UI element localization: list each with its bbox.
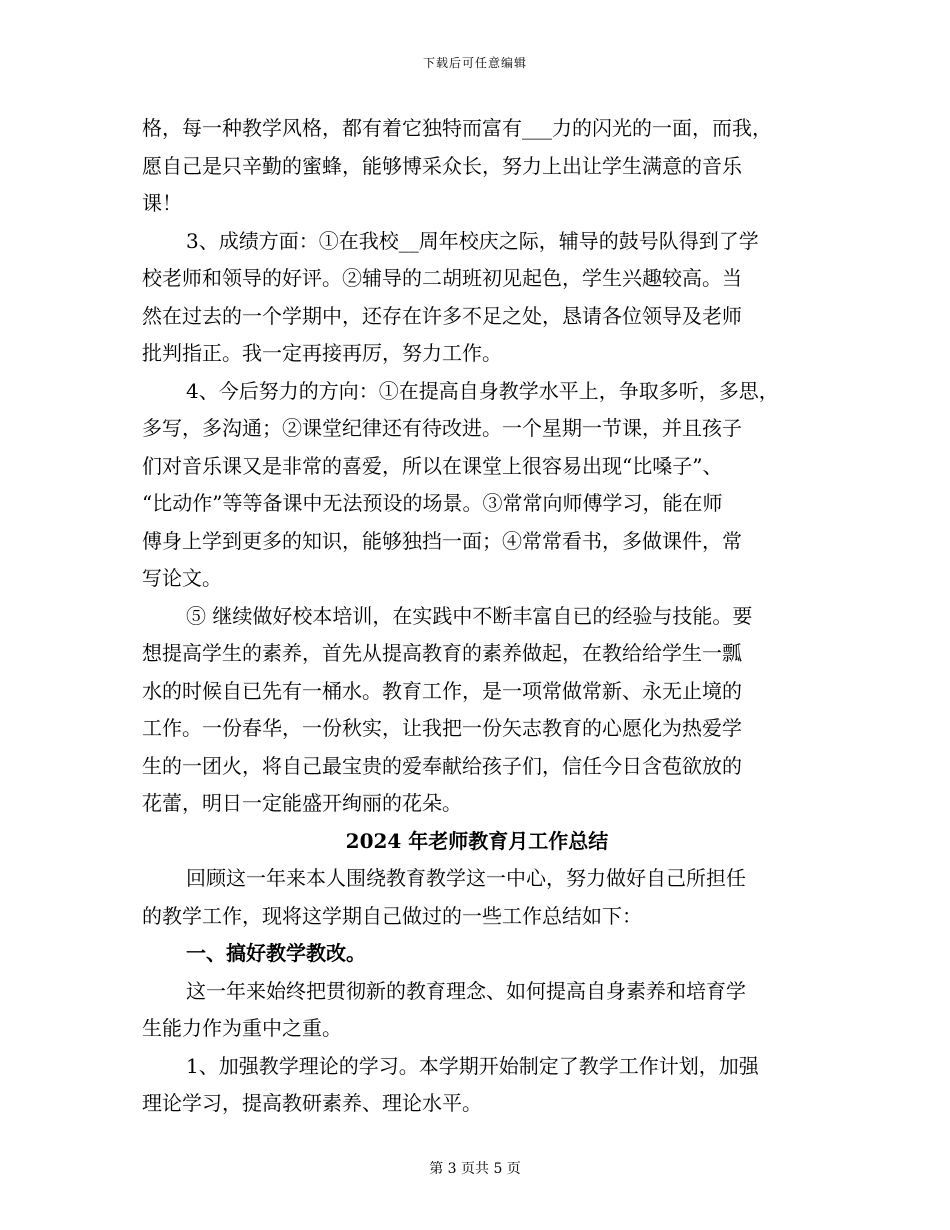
paragraph-line: ⑤ 继续做好校本培训，在实践中不断丰富自已的经验与技能。要 [186, 603, 753, 628]
paragraph-line: 花蕾，明日一定能盛开绚丽的花朵。 [142, 791, 462, 815]
page-header: 下载后可任意编辑 [422, 56, 527, 70]
paragraph-line: 3、成绩方面：①在我校__周年校庆之际，辅导的鼓号队得到了学 [186, 228, 759, 253]
paragraph-line: 的教学工作，现将这学期自己做过的一些工作总结如下： [142, 903, 642, 928]
paragraph-line: 写论文。 [142, 566, 222, 590]
paragraph-line: “比动作”等等备课中无法预设的场景。③常常向师傅学习，能在师 [142, 491, 723, 515]
paragraph-line: 工作。一份春华，一份秋实，让我把一份矢志教育的心愿化为热爱学 [142, 716, 742, 740]
paragraph-line: 4、今后努力的方向：①在提高自身教学水平上，争取多听，多思， [186, 378, 779, 403]
paragraph-line: 课！ [142, 191, 182, 215]
section-heading: 一、搞好教学教改。 [186, 941, 366, 965]
paragraph-line: 1、加强教学理论的学习。本学期开始制定了教学工作计划，加强 [186, 1053, 759, 1078]
paragraph-line: 们对音乐课又是非常的喜爱，所以在课堂上很容易出现“比嗓子”、 [142, 453, 723, 478]
paragraph-line: 然在过去的一个学期中，还存在许多不足之处，恳请各位领导及老师 [142, 303, 742, 328]
paragraph-line: 想提高学生的素养，首先从提高教育的素养做起，在教给给学生一瓢 [142, 641, 742, 665]
paragraph-line: 生的一团火，将自己最宝贵的爱奉献给孩子们，信任今日含苞欲放的 [142, 753, 742, 778]
paragraph-line: 校老师和领导的好评。②辅导的二胡班初见起色，学生兴趣较高。当 [142, 266, 742, 290]
paragraph-line: 这一年来始终把贯彻新的教育理念、如何提高自身素养和培育学 [186, 978, 746, 1003]
paragraph-line: 格，每一种教学风格，都有着它独特而富有___力的闪光的一面，而我， [142, 116, 772, 140]
paragraph-line: 傅身上学到更多的知识，能够独挡一面；④常常看书，多做课件，常 [142, 528, 742, 553]
section-title: 2024 年老师教育月工作总结 [345, 828, 609, 853]
page-footer: 第 3 页共 5 页 [429, 1161, 521, 1177]
paragraph-line: 批判指正。我一定再接再厉，努力工作。 [142, 341, 502, 365]
paragraph-line: 理论学习，提高教研素养、理论水平。 [142, 1091, 482, 1115]
paragraph-line: 愿自己是只辛勤的蜜蜂，能够博采众长，努力上出让学生满意的音乐 [142, 153, 742, 178]
paragraph-line: 回顾这一年来本人围绕教育教学这一中心，努力做好自己所担任 [186, 866, 746, 890]
document-body [142, 110, 812, 1123]
paragraph-line: 生能力作为重中之重。 [142, 1016, 342, 1040]
paragraph-line: 水的时候自已先有一桶水。教育工作，是一项常做常新、永无止境的 [142, 678, 742, 703]
paragraph-line: 多写，多沟通；②课堂纪律还有待改进。一个星期一节课，并且孩子 [142, 416, 742, 440]
